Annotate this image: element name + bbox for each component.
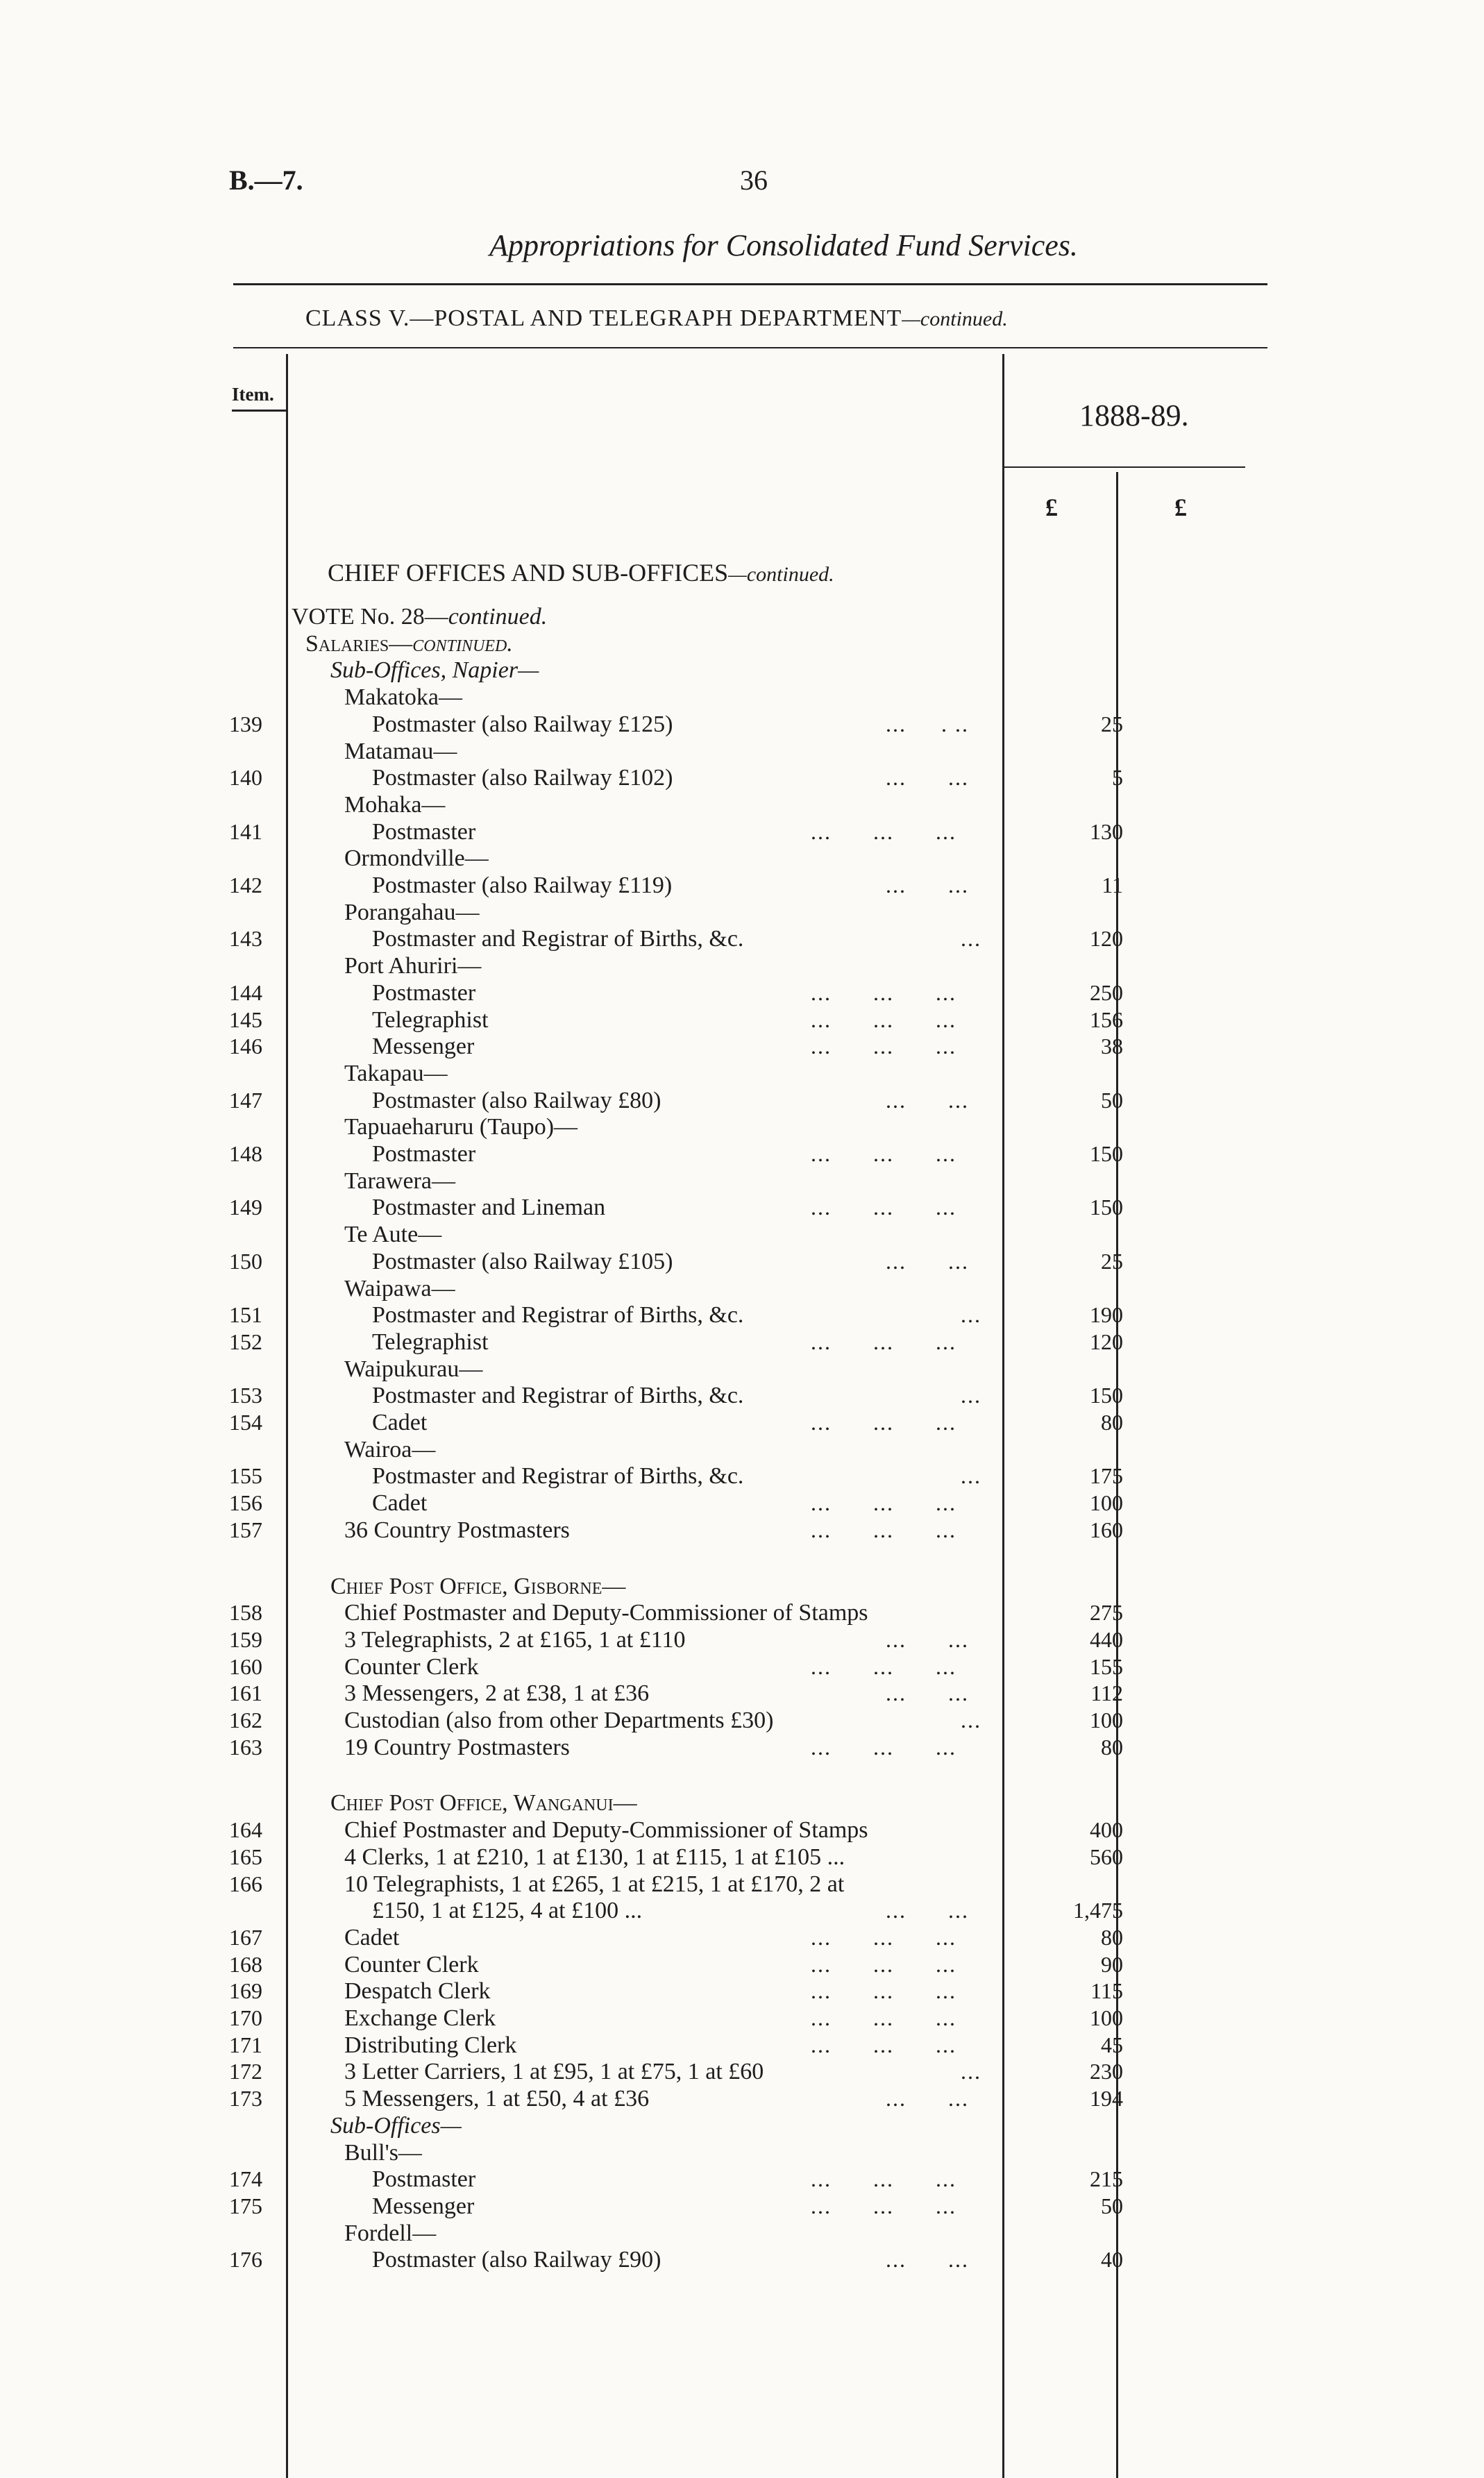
item-number: 175 xyxy=(229,2193,262,2218)
leader-dots: ... ... ... xyxy=(811,1329,956,1354)
item-number: 158 xyxy=(229,1600,262,1626)
item-description: VOTE No. 28—continued. xyxy=(292,604,548,630)
item-number: 144 xyxy=(229,979,262,1005)
table-subheading xyxy=(0,900,1484,927)
amount-value: 250 xyxy=(1090,979,1123,1005)
amount-value: 50 xyxy=(1101,2193,1123,2218)
leader-dots: ... ... ... xyxy=(811,1653,956,1679)
item-number: 153 xyxy=(229,1383,262,1408)
item-description: Chief Postmaster and Deputy-Commissioner of Stamps xyxy=(344,1817,868,1844)
item-description: Messenger xyxy=(372,1034,475,1060)
table-subheading xyxy=(0,845,1484,873)
table-row xyxy=(0,1871,1484,1899)
table-subheading xyxy=(0,792,1484,820)
item-description: Messenger xyxy=(372,2193,475,2219)
amount-value: 80 xyxy=(1101,1410,1123,1435)
table-row xyxy=(0,1517,1484,1545)
table-subheading xyxy=(0,1061,1484,1088)
item-description: Telegraphist xyxy=(372,1329,489,1355)
leader-dots: ... ... xyxy=(886,1680,969,1706)
item-description: Porangahau— xyxy=(344,899,480,925)
class-heading: CLASS V.—POSTAL AND TELEGRAPH DEPARTMENT—continued. xyxy=(305,305,1008,331)
item-description: Telegraphist xyxy=(372,1006,489,1033)
item-number: 174 xyxy=(229,2166,262,2192)
leader-dots: ... ... xyxy=(886,1087,969,1113)
item-description: 3 Letter Carriers, 1 at £95, 1 at £75, 1 at £60 xyxy=(344,2059,764,2085)
item-description: Postmaster (also Railway £80) xyxy=(372,1087,661,1113)
table-row xyxy=(0,1844,1484,1872)
leader-dots: ... ... xyxy=(886,765,969,791)
table-subheading xyxy=(0,2140,1484,2168)
leader-dots: ... ... xyxy=(886,873,969,897)
leader-dots: ... ... ... xyxy=(811,1195,956,1220)
document-reference: B.—7. xyxy=(229,165,303,196)
item-description: 36 Country Postmasters xyxy=(344,1517,570,1543)
amount-value: 100 xyxy=(1090,2005,1123,2030)
item-number: 154 xyxy=(229,1410,262,1435)
item-description: Matamau— xyxy=(344,738,457,764)
table-row xyxy=(0,2193,1484,2221)
table-subheading xyxy=(0,631,1484,659)
table-subheading xyxy=(0,1276,1484,1304)
page-title: Appropriations for Consolidated Fund Services. xyxy=(489,228,1078,262)
table-row xyxy=(0,1627,1484,1655)
leader-dots: ... ... ... xyxy=(811,1924,956,1950)
table-row xyxy=(0,2032,1484,2060)
amount-value: 5 xyxy=(1112,765,1123,791)
table-row xyxy=(0,1383,1484,1410)
item-description: Chief Post Office, Wanganui— xyxy=(330,1790,637,1817)
table-row xyxy=(0,1088,1484,1115)
table-row xyxy=(0,1978,1484,2006)
item-number: 155 xyxy=(229,1463,262,1489)
table-subheading xyxy=(0,2113,1484,2141)
leader-dots: ... ... ... xyxy=(811,2032,956,2057)
leader-dots: ... xyxy=(961,1708,981,1733)
item-description: Despatch Clerk xyxy=(344,1978,491,2005)
table-row xyxy=(0,2247,1484,2275)
amount-value: 275 xyxy=(1090,1600,1123,1626)
table-row xyxy=(0,1463,1484,1491)
amount-value: 120 xyxy=(1090,926,1123,952)
table-subheading xyxy=(0,953,1484,981)
item-number: 151 xyxy=(229,1302,262,1328)
table-subheading xyxy=(0,657,1484,685)
item-description: Exchange Clerk xyxy=(344,2005,496,2031)
table-subheading xyxy=(0,1114,1484,1142)
item-description: Counter Clerk xyxy=(344,1653,479,1680)
table-row xyxy=(0,2086,1484,2114)
leader-dots: ... ... ... xyxy=(811,2166,956,2192)
leader-dots: ... ... ... xyxy=(811,1410,956,1435)
item-description: Postmaster (also Railway £125) xyxy=(372,711,673,737)
table-row xyxy=(0,1249,1484,1276)
item-description: Bull's— xyxy=(344,2139,422,2166)
item-description: Mohaka— xyxy=(344,791,446,818)
amount-value: 160 xyxy=(1090,1517,1123,1542)
item-description: Salaries—continued. xyxy=(305,630,513,657)
item-number: 142 xyxy=(229,873,262,897)
item-number: 167 xyxy=(229,1924,262,1950)
item-description: Takapau— xyxy=(344,1060,448,1086)
table-subheading xyxy=(0,604,1484,632)
leader-dots: ... ... ... xyxy=(811,1951,956,1977)
item-heading-underline xyxy=(232,410,287,412)
item-number: 140 xyxy=(229,765,262,791)
amount-value: 38 xyxy=(1101,1034,1123,1059)
table-row xyxy=(0,1952,1484,1980)
leader-dots: ... ... xyxy=(886,1626,969,1652)
item-description: 19 Country Postmasters xyxy=(344,1734,570,1760)
leader-dots: ... ... ... xyxy=(811,1006,956,1032)
leader-dots: ... ... xyxy=(886,2086,969,2112)
amount-value: 130 xyxy=(1090,818,1123,844)
item-description: Counter Clerk xyxy=(344,1951,479,1978)
item-number: 162 xyxy=(229,1708,262,1733)
amount-value: 90 xyxy=(1101,1951,1123,1977)
item-description: Postmaster and Registrar of Births, &c. xyxy=(372,1383,744,1409)
item-description: 3 Telegraphists, 2 at £165, 1 at £110 xyxy=(344,1626,686,1653)
item-number: 172 xyxy=(229,2059,262,2084)
item-number: 173 xyxy=(229,2086,262,2112)
table-subheading xyxy=(0,1574,1484,1601)
leader-dots: ... ... ... xyxy=(811,818,956,844)
item-number: 170 xyxy=(229,2005,262,2030)
item-description: Postmaster xyxy=(372,2166,476,2193)
item-description: Waipawa— xyxy=(344,1275,455,1301)
item-description: Postmaster xyxy=(372,979,476,1006)
item-number: 143 xyxy=(229,926,262,952)
table-row xyxy=(0,765,1484,793)
table-row xyxy=(0,1817,1484,1845)
table-subheading xyxy=(0,1898,1484,1925)
item-description: Ormondville— xyxy=(344,845,489,872)
leader-dots: ... ... ... xyxy=(811,1517,956,1542)
item-number: 146 xyxy=(229,1034,262,1059)
leader-dots: ... ... xyxy=(886,1898,969,1923)
amount-value: 115 xyxy=(1090,1978,1123,2004)
item-description: 4 Clerks, 1 at £210, 1 at £130, 1 at £115, 1 at £105 ... xyxy=(344,1844,845,1870)
table-subheading xyxy=(0,1356,1484,1384)
item-number: 164 xyxy=(229,1817,262,1843)
amount-value: 440 xyxy=(1090,1626,1123,1652)
table-row xyxy=(0,1490,1484,1518)
amount-value: 112 xyxy=(1090,1680,1123,1706)
amount-value: 100 xyxy=(1090,1490,1123,1516)
item-description: Fordell— xyxy=(344,2220,437,2246)
table-subheading xyxy=(0,1437,1484,1465)
item-column-heading: Item. xyxy=(232,384,274,405)
leader-dots: ... ... ... xyxy=(811,2005,956,2030)
item-number: 152 xyxy=(229,1329,262,1354)
item-number: 156 xyxy=(229,1490,262,1516)
item-description: Cadet xyxy=(344,1924,400,1950)
section-heading: CHIEF OFFICES AND SUB-OFFICES—continued. xyxy=(328,559,834,587)
amount-value: 155 xyxy=(1090,1653,1123,1679)
item-description: Distributing Clerk xyxy=(344,2032,517,2058)
table-row xyxy=(0,1329,1484,1357)
leader-dots: ... ... ... xyxy=(811,1734,956,1760)
item-description: Postmaster (also Railway £105) xyxy=(372,1248,673,1274)
item-number: 139 xyxy=(229,711,262,736)
leader-dots: ... . .. xyxy=(886,711,969,736)
table-row xyxy=(0,2005,1484,2033)
item-description: Port Ahuriri— xyxy=(344,953,482,979)
item-description: Postmaster (also Railway £102) xyxy=(372,765,673,791)
leader-dots: ... xyxy=(961,1302,981,1328)
table-row xyxy=(0,1410,1484,1438)
table-row xyxy=(0,980,1484,1008)
item-number: 159 xyxy=(229,1626,262,1652)
amount-value: 230 xyxy=(1090,2059,1123,2084)
leader-dots: ... ... ... xyxy=(811,1034,956,1059)
table-row xyxy=(0,1680,1484,1708)
item-description: Cadet xyxy=(372,1410,428,1435)
table-subheading xyxy=(0,2220,1484,2248)
item-description: 3 Messengers, 2 at £38, 1 at £36 xyxy=(344,1680,650,1707)
table-row xyxy=(0,926,1484,954)
leader-dots: ... ... ... xyxy=(811,1978,956,2004)
item-description: 10 Telegraphists, 1 at £265, 1 at £215, 1 at £170, 2 at xyxy=(344,1871,845,1897)
item-number: 165 xyxy=(229,1844,262,1869)
item-number: 163 xyxy=(229,1734,262,1760)
item-description: Makatoka— xyxy=(344,684,462,711)
amount-value: 80 xyxy=(1101,1924,1123,1950)
table-subheading xyxy=(0,1790,1484,1818)
leader-dots: ... xyxy=(961,1383,981,1408)
leader-dots: ... ... ... xyxy=(811,979,956,1005)
amount-value: 194 xyxy=(1090,2086,1123,2112)
amount-value: 100 xyxy=(1090,1708,1123,1733)
amount-value: 150 xyxy=(1090,1383,1123,1408)
item-description: Postmaster (also Railway £119) xyxy=(372,873,673,898)
table-row xyxy=(0,1034,1484,1061)
amount-value: 175 xyxy=(1090,1463,1123,1489)
table-row xyxy=(0,873,1484,900)
item-description: Postmaster and Lineman xyxy=(372,1195,606,1221)
table-row xyxy=(0,1007,1484,1035)
item-number: 166 xyxy=(229,1871,262,1896)
leader-dots: ... xyxy=(961,2059,981,2084)
amount-value: 1,475 xyxy=(1073,1898,1123,1923)
table-row xyxy=(0,1735,1484,1762)
table-row xyxy=(0,2166,1484,2194)
item-number: 148 xyxy=(229,1141,262,1166)
amount-value: 560 xyxy=(1090,1844,1123,1869)
item-number: 171 xyxy=(229,2032,262,2057)
table-row xyxy=(0,1925,1484,1953)
amount-value: 25 xyxy=(1101,711,1123,736)
item-number: 161 xyxy=(229,1680,262,1706)
table-subheading xyxy=(0,739,1484,766)
item-number: 169 xyxy=(229,1978,262,2004)
item-description: Sub-Offices— xyxy=(330,2112,462,2139)
amount-value: 80 xyxy=(1101,1734,1123,1760)
table-row xyxy=(0,1708,1484,1735)
pound-symbol-col1: £ xyxy=(1045,494,1058,521)
amount-value: 215 xyxy=(1090,2166,1123,2192)
item-description: Cadet xyxy=(372,1490,428,1517)
item-description: Postmaster xyxy=(372,1141,476,1167)
table-row xyxy=(0,1600,1484,1628)
item-description: Chief Postmaster and Deputy-Commissioner of Stamps xyxy=(344,1600,868,1626)
leader-dots: ... ... xyxy=(886,1248,969,1274)
item-number: 168 xyxy=(229,1951,262,1977)
leader-dots: ... xyxy=(961,926,981,952)
amount-value: 45 xyxy=(1101,2032,1123,2057)
item-description: Postmaster (also Railway £90) xyxy=(372,2247,661,2273)
leader-dots: ... ... xyxy=(886,2247,969,2273)
amount-value: 190 xyxy=(1090,1302,1123,1328)
item-number: 157 xyxy=(229,1517,262,1542)
item-description: Chief Post Office, Gisborne— xyxy=(330,1573,626,1599)
item-description: Custodian (also from other Departments £30) xyxy=(344,1708,774,1733)
item-description: Te Aute— xyxy=(344,1222,442,1248)
amount-value: 50 xyxy=(1101,1087,1123,1113)
item-description: Tarawera— xyxy=(344,1168,455,1194)
item-description: Waipukurau— xyxy=(344,1356,483,1382)
item-number: 145 xyxy=(229,1006,262,1032)
pound-symbol-col2: £ xyxy=(1174,494,1187,521)
year-rule xyxy=(1002,466,1245,468)
amount-value: 156 xyxy=(1090,1006,1123,1032)
year-heading: 1888-89. xyxy=(1079,398,1189,432)
leader-dots: ... xyxy=(961,1463,981,1489)
item-description: Postmaster xyxy=(372,818,476,845)
table-subheading xyxy=(0,1222,1484,1249)
leader-dots: ... ... ... xyxy=(811,1141,956,1166)
item-description: Tapuaeharuru (Taupo)— xyxy=(344,1114,578,1140)
item-description: Postmaster and Registrar of Births, &c. xyxy=(372,1463,744,1490)
table-row xyxy=(0,1654,1484,1682)
item-number: 160 xyxy=(229,1653,262,1679)
item-description: 5 Messengers, 1 at £50, 4 at £36 xyxy=(344,2086,650,2112)
leader-dots: ... ... ... xyxy=(811,1490,956,1516)
amount-value: 40 xyxy=(1101,2247,1123,2273)
amount-value: 11 xyxy=(1102,873,1123,897)
table-subheading xyxy=(0,1168,1484,1196)
item-description: Sub-Offices, Napier— xyxy=(330,657,539,684)
item-number: 150 xyxy=(229,1248,262,1274)
item-number: 141 xyxy=(229,818,262,844)
table-row xyxy=(0,1302,1484,1330)
page-number: 36 xyxy=(740,165,768,196)
amount-value: 400 xyxy=(1090,1817,1123,1843)
item-number: 147 xyxy=(229,1087,262,1113)
table-row xyxy=(0,2059,1484,2087)
item-description: Wairoa— xyxy=(344,1436,436,1463)
top-rule xyxy=(233,283,1267,285)
amount-value: 25 xyxy=(1101,1248,1123,1274)
table-row xyxy=(0,819,1484,847)
class-heading-rule xyxy=(233,347,1267,348)
leader-dots: ... ... ... xyxy=(811,2193,956,2218)
amount-value: 120 xyxy=(1090,1329,1123,1354)
amount-value: 150 xyxy=(1090,1195,1123,1220)
table-row xyxy=(0,1195,1484,1222)
table-row xyxy=(0,711,1484,739)
item-description: Postmaster and Registrar of Births, &c. xyxy=(372,1302,744,1329)
item-number: 176 xyxy=(229,2247,262,2273)
item-description: £150, 1 at £125, 4 at £100 ... xyxy=(372,1898,643,1924)
amount-value: 150 xyxy=(1090,1141,1123,1166)
table-row xyxy=(0,1141,1484,1169)
item-number: 149 xyxy=(229,1195,262,1220)
item-description: Postmaster and Registrar of Births, &c. xyxy=(372,926,744,952)
table-subheading xyxy=(0,684,1484,712)
